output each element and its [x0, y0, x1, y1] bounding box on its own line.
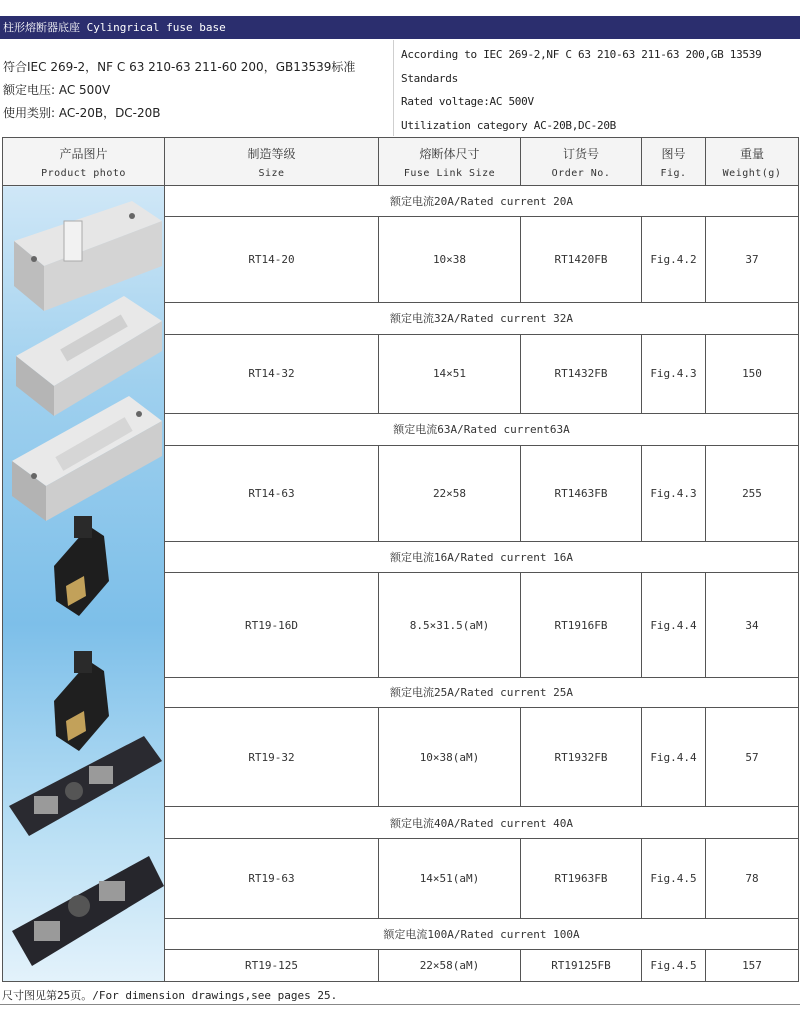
fuse-cell: 10×38 — [379, 217, 521, 303]
order-cell: RT1420FB — [521, 217, 642, 303]
order-cell: RT19125FB — [521, 949, 642, 981]
rating-row — [3, 186, 799, 217]
order-cell: RT1916FB — [521, 573, 642, 677]
size-cell: RT14-32 — [165, 334, 379, 413]
order-cell: RT1932FB — [521, 707, 642, 806]
fuse-cell: 22×58 — [379, 445, 521, 541]
divider — [393, 40, 394, 136]
size-cell: RT19-32 — [165, 707, 379, 806]
fuse-cell: 8.5×31.5(aM) — [379, 573, 521, 677]
fuse-cell: 10×38(aM) — [379, 707, 521, 806]
rt14-20-image — [14, 201, 162, 311]
weight-cell: 78 — [706, 839, 799, 918]
rt14-63-image — [12, 396, 162, 521]
rating-100a: 额定电流100A/Rated current 100A — [165, 918, 799, 949]
spec-voltage-cn: 额定电压: AC 500V — [3, 83, 111, 97]
spec-table — [2, 137, 799, 982]
fig-cell: Fig.4.3 — [642, 334, 706, 413]
fig-cell: Fig.4.2 — [642, 217, 706, 303]
fig-cell: Fig.4.5 — [642, 949, 706, 981]
weight-cell: 157 — [706, 949, 799, 981]
fuse-cell: 14×51(aM) — [379, 839, 521, 918]
fig-cell: Fig.4.3 — [642, 445, 706, 541]
footer-note: 尺寸图见第25页。/For dimension drawings,see pages 25. — [2, 989, 338, 1002]
specs-en — [401, 43, 761, 137]
fuse-cell: 14×51 — [379, 334, 521, 413]
weight-cell: 255 — [706, 445, 799, 541]
order-cell: RT1963FB — [521, 839, 642, 918]
spec-category-en: Utilization category AC-20B,DC-20B — [401, 118, 616, 132]
rating-40a: 额定电流40A/Rated current 40A — [165, 807, 799, 839]
rt19-125-image — [12, 856, 164, 966]
spec-standard-en: According to IEC 269-2,NF C 63 210-63 211-63 200,GB 13539 — [401, 48, 762, 61]
fig-cell: Fig.4.5 — [642, 839, 706, 918]
header-order-no: 订货号 Order No. — [521, 138, 642, 186]
header-fig: 图号 Fig. — [642, 138, 706, 186]
fuse-cell: 22×58(aM) — [379, 949, 521, 981]
size-cell: RT14-20 — [165, 217, 379, 303]
size-cell: RT19-125 — [165, 949, 379, 981]
fig-cell: Fig.4.4 — [642, 707, 706, 806]
order-cell: RT1463FB — [521, 445, 642, 541]
size-cell: RT19-16D — [165, 573, 379, 677]
header-photo: 产品图片 Product photo — [3, 138, 165, 186]
order-cell: RT1432FB — [521, 334, 642, 413]
size-cell: RT19-63 — [165, 839, 379, 918]
rt19-32-image — [54, 651, 109, 751]
spec-voltage-en: Rated voltage:AC 500V — [401, 95, 534, 108]
spec-standard-en-2: Standards — [401, 71, 458, 85]
specs-cn — [3, 56, 355, 125]
rating-16a: 额定电流16A/Rated current 16A — [165, 542, 799, 573]
table-header-row — [3, 138, 799, 186]
header-weight: 重量 Weight(g) — [706, 138, 799, 186]
weight-cell: 57 — [706, 707, 799, 806]
rating-63a: 额定电流63A/Rated current63A — [165, 413, 799, 445]
product-photo — [3, 186, 165, 982]
page-title: 柱形熔断器底座 Cylingrical fuse base — [0, 16, 800, 39]
footer-rule — [0, 1004, 800, 1005]
rt19-16d-image — [54, 516, 109, 616]
rating-25a: 额定电流25A/Rated current 25A — [165, 677, 799, 707]
spec-standard-cn: 符合IEC 269-2，NF C 63 210-63 211-60 200，GB13539标准 — [3, 60, 356, 74]
rating-20a: 额定电流20A/Rated current 20A — [165, 186, 799, 217]
fig-cell: Fig.4.4 — [642, 573, 706, 677]
weight-cell: 34 — [706, 573, 799, 677]
header-fuse-link: 熔断体尺寸 Fuse Link Size — [379, 138, 521, 186]
rating-32a: 额定电流32A/Rated current 32A — [165, 303, 799, 334]
weight-cell: 37 — [706, 217, 799, 303]
spec-category-cn: 使用类别: AC-20B，DC-20B — [3, 106, 161, 120]
rt14-32-image — [16, 296, 162, 416]
size-cell: RT14-63 — [165, 445, 379, 541]
rt19-63-image — [9, 736, 162, 836]
weight-cell: 150 — [706, 334, 799, 413]
fuse-base-photos — [4, 186, 164, 978]
header-size: 制造等级 Size — [165, 138, 379, 186]
